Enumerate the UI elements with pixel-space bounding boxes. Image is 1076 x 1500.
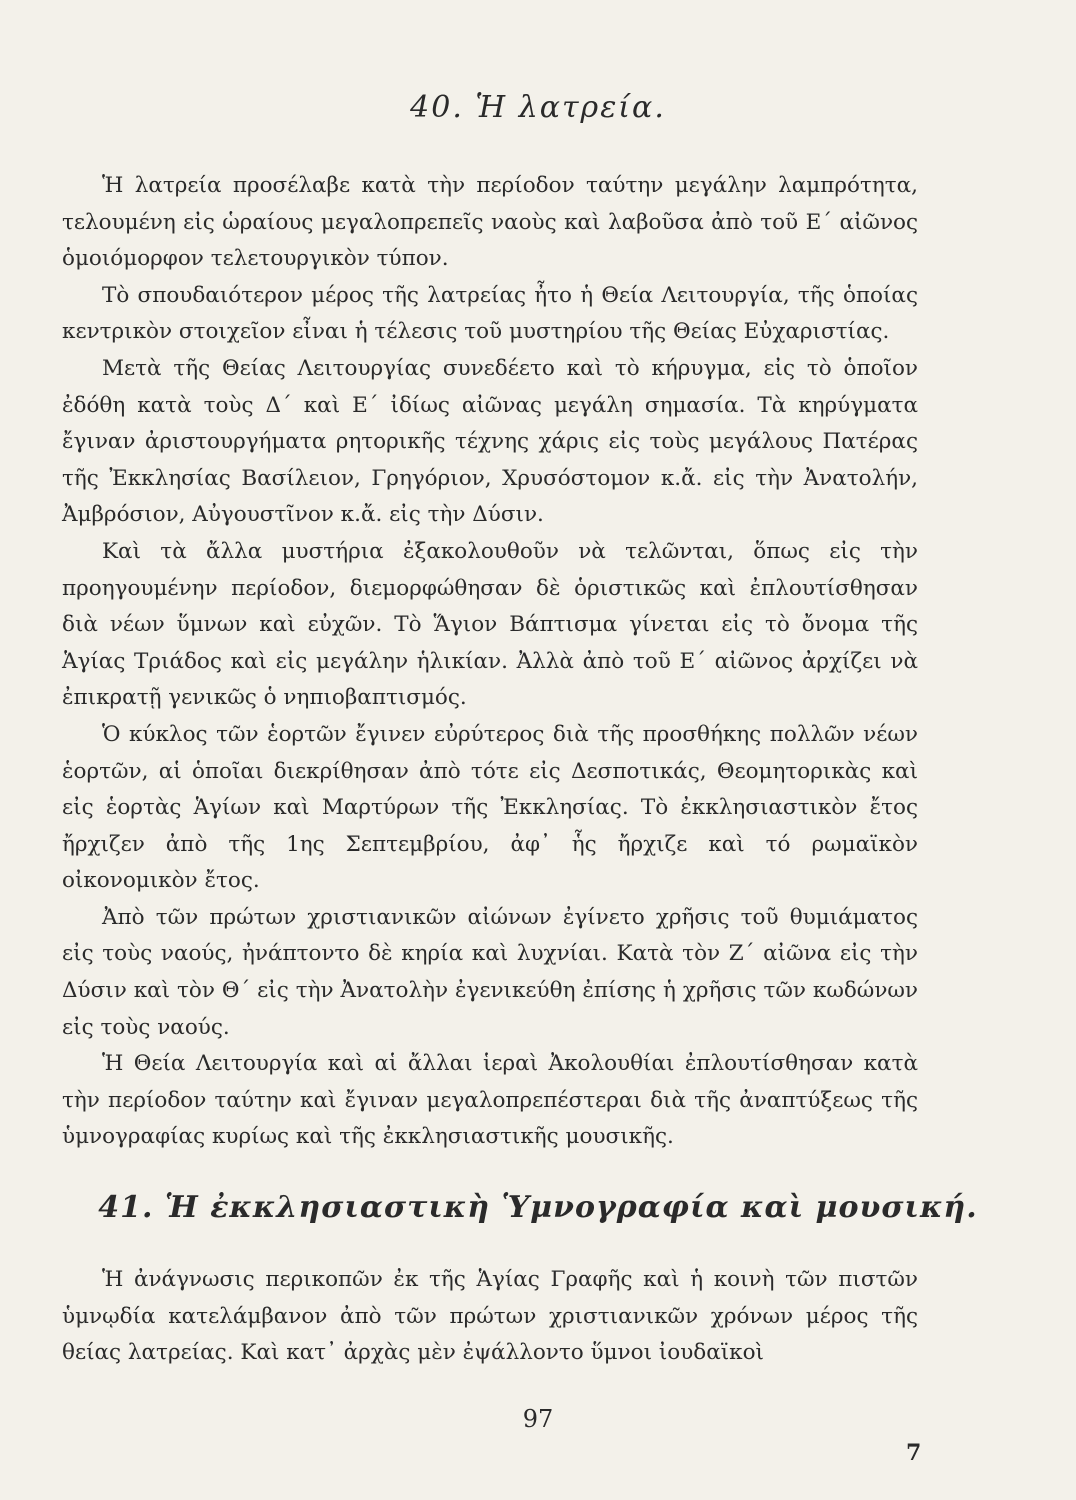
paragraph: Ἡ Θεία Λειτουργία καὶ αἱ ἄλλαι ἱεραὶ Ἀκολουθίαι ἐπλουτίσθησαν κατὰ τὴν περίοδον ταύτην καὶ ἔγιναν μεγαλοπρεπέστεραι διὰ τῆς ἀναπτύξεως τῆς ὑμνογραφίας κυρίως καὶ τῆς ἐκκλησιαστικῆς μουσικῆς. <box>62 1051 918 1150</box>
signature-mark: 7 <box>906 1440 922 1466</box>
paragraph: Ἡ ἀνάγνωσις περικοπῶν ἐκ τῆς Ἁγίας Γραφῆς καὶ ἡ κοινὴ τῶν πιστῶν ὑμνῳδία κατελάμβανον ἀπὸ τῶν πρώτων χριστιανικῶν χρόνων μέρος τῆς θείας λατρείας. Καὶ κατ᾽ ἀρχὰς μὲν ἐψάλλοντο ὕμνοι ἰουδαϊκοὶ <box>62 1267 918 1366</box>
paragraph: Τὸ σπουδαιότερον μέρος τῆς λατρείας ἦτο ἡ Θεία Λειτουργία, τῆς ὁποίας κεντρικὸν στοιχεῖον εἶναι ἡ τέλεσις τοῦ μυστηρίου τῆς Θείας Εὐχαριστίας. <box>62 282 918 345</box>
page-number: 97 <box>522 1405 554 1433</box>
section-40-body <box>62 168 918 1156</box>
section-title-41: 41. Ἡ ἐκκλησιαστικὴ Ὑμνογραφία καὶ μουσική. <box>98 1190 978 1225</box>
paragraph: Ἀπὸ τῶν πρώτων χριστιανικῶν αἰώνων ἐγίνετο χρῆσις τοῦ θυμιάματος εἰς τοὺς ναούς, ἠνάπτοντο δὲ κηρία καὶ λυχνίαι. Κατὰ τὸν Ζ΄ αἰῶνα εἰς τὴν Δύσιν καὶ τὸν Θ΄ εἰς τὴν Ἀνατολὴν ἐγενικεύθη ἐπίσης ἡ χρῆσις τῶν κωδώνων εἰς τοὺς ναούς. <box>62 904 918 1040</box>
section-41-body <box>62 1262 918 1372</box>
paragraph: Ὁ κύκλος τῶν ἑορτῶν ἔγινεν εὐρύτερος διὰ τῆς προσθήκης πολλῶν νέων ἑορτῶν, αἱ ὁποῖαι διεκρίθησαν ἀπὸ τότε εἰς Δεσποτικάς, Θεομητορικὰς καὶ εἰς ἑορτὰς Ἁγίων καὶ Μαρτύρων τῆς Ἐκκλησίας. Τὸ ἐκκλησιαστικὸν ἔτος ἤρχιζεν ἀπὸ τῆς 1ης Σεπτεμβρίου, ἀφ᾽ ἧς ἤρχιζε καὶ τό ρωμαϊκὸν οἰκονομικὸν ἔτος. <box>62 721 918 894</box>
section-title-40: 40. Ἡ λατρεία. <box>410 90 666 125</box>
paragraph: Ἡ λατρεία προσέλαβε κατὰ τὴν περίοδον ταύτην μεγάλην λαμπρότητα, τελουμένη εἰς ὡραίους μεγαλοπρεπεῖς ναοὺς καὶ λαβοῦσα ἀπὸ τοῦ Ε΄ αἰῶνος ὁμοιόμορφον τελετουργικὸν τύπον. <box>62 173 918 272</box>
paragraph: Καὶ τὰ ἄλλα μυστήρια ἐξακολουθοῦν νὰ τελῶνται, ὅπως εἰς τὴν προηγουμένην περίοδον, διεμορφώθησαν δὲ ὁριστικῶς καὶ ἐπλουτίσθησαν διὰ νέων ὕμνων καὶ εὐχῶν. Τὸ Ἅγιον Βάπτισμα γίνεται εἰς τὸ ὄνομα τῆς Ἁγίας Τριάδος καὶ εἰς μεγάλην ἡλικίαν. Ἀλλὰ ἀπὸ τοῦ Ε΄ αἰῶνος ἀρχίζει νὰ ἐπικρατῇ γενικῶς ὁ νηπιοβαπτισμός. <box>62 538 918 711</box>
paragraph: Μετὰ τῆς Θείας Λειτουργίας συνεδέετο καὶ τὸ κήρυγμα, εἰς τὸ ὁποῖον ἐδόθη κατὰ τοὺς Δ΄ καὶ Ε΄ ἰδίως αἰῶνας μεγάλη σημασία. Τὰ κηρύγματα ἔγιναν ἀριστουργήματα ρητορικῆς τέχνης χάρις εἰς τοὺς μεγάλους Πατέρας τῆς Ἐκκλησίας Βασίλειον, Γρηγόριον, Χρυσόστομον κ.ἄ. εἰς τὴν Ἀνατολήν, Ἀμβρόσιον, Αὐγουστῖνον κ.ἄ. εἰς τὴν Δύσιν. <box>62 355 918 528</box>
